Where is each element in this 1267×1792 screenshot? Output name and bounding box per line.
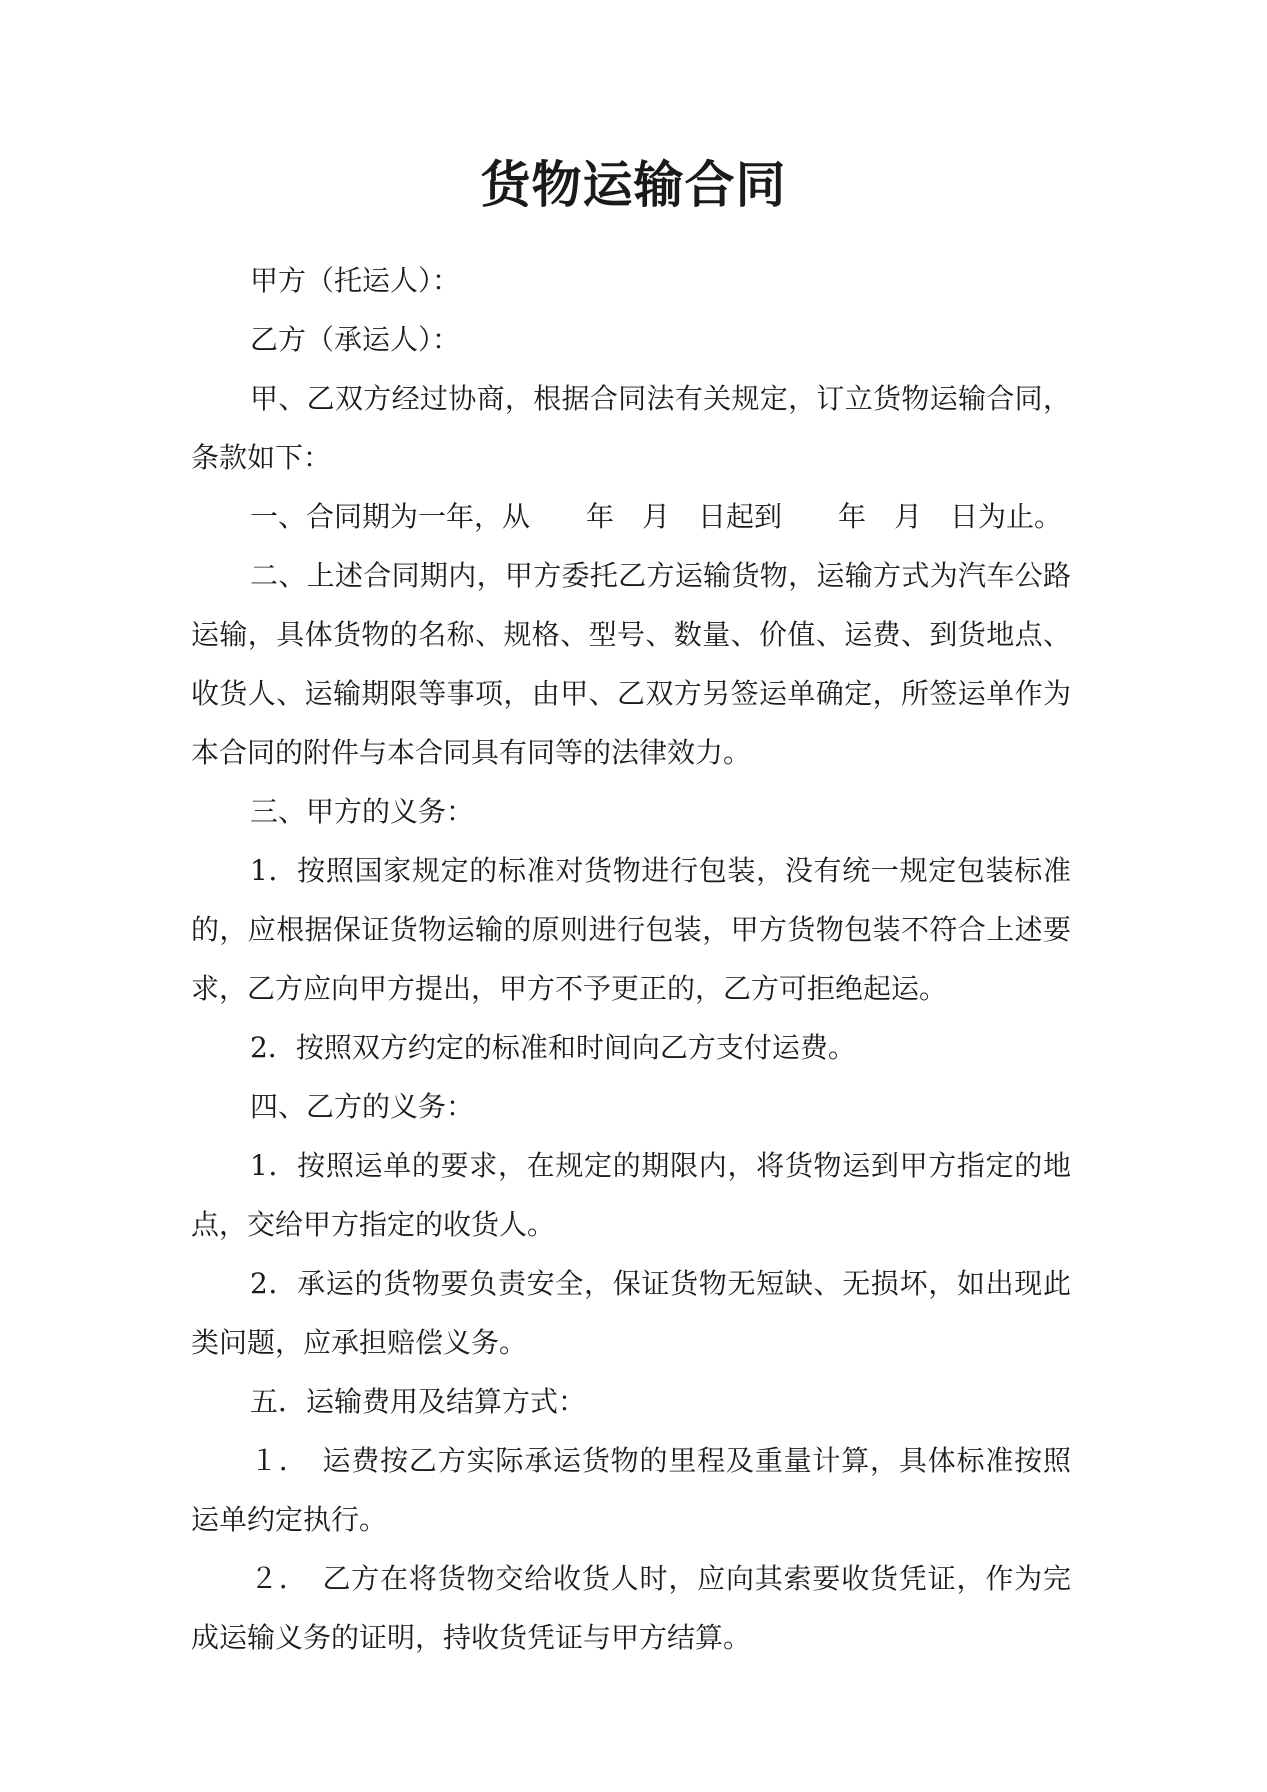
party-a-line: 甲方（托运人）：: [250, 264, 461, 297]
clause-5-item-2: ２． 乙方在将货物交给收货人时，应向其索要收货凭证，作为完成运输义务的证明，持收货凭证与甲方结算。: [191, 1562, 1071, 1654]
clause-1-term: 一、合同期为一年，从 年 月 日起到 年 月 日为止。: [250, 500, 1063, 533]
party-b-line: 乙方（承运人）：: [250, 323, 461, 356]
clause-3-heading: 三、甲方的义务：: [250, 795, 475, 828]
clause-4-heading: 四、乙方的义务：: [250, 1090, 475, 1123]
preamble-paragraph: 甲、乙双方经过协商，根据合同法有关规定，订立货物运输合同，条款如下：: [191, 382, 1071, 474]
clause-3-item-2: 2．按照双方约定的标准和时间向乙方支付运费。: [250, 1031, 856, 1064]
clause-4-item-1: 1．按照运单的要求，在规定的期限内，将货物运到甲方指定的地点，交给甲方指定的收货人。: [191, 1149, 1071, 1241]
clause-5-item-1: １． 运费按乙方实际承运货物的里程及重量计算，具体标准按照运单约定执行。: [191, 1444, 1071, 1536]
clause-5-heading: 五．运输费用及结算方式：: [250, 1385, 587, 1418]
document-title: 货物运输合同: [480, 156, 787, 214]
document-body: [191, 251, 1071, 1667]
clause-2-scope: 二、上述合同期内，甲方委托乙方运输货物，运输方式为汽车公路运输，具体货物的名称、规格、型号、数量、价值、运费、到货地点、收货人、运输期限等事项，由甲、乙双方另签运单确定，所签运单作为本合同的附件与本合同具有同等的法律效力。: [191, 559, 1071, 769]
clause-4-item-2: 2．承运的货物要负责安全，保证货物无短缺、无损坏，如出现此类问题，应承担赔偿义务。: [191, 1267, 1071, 1359]
clause-3-item-1: 1．按照国家规定的标准对货物进行包装，没有统一规定包装标准的，应根据保证货物运输的原则进行包装，甲方货物包装不符合上述要求，乙方应向甲方提出，甲方不予更正的，乙方可拒绝起运。: [191, 854, 1071, 1005]
